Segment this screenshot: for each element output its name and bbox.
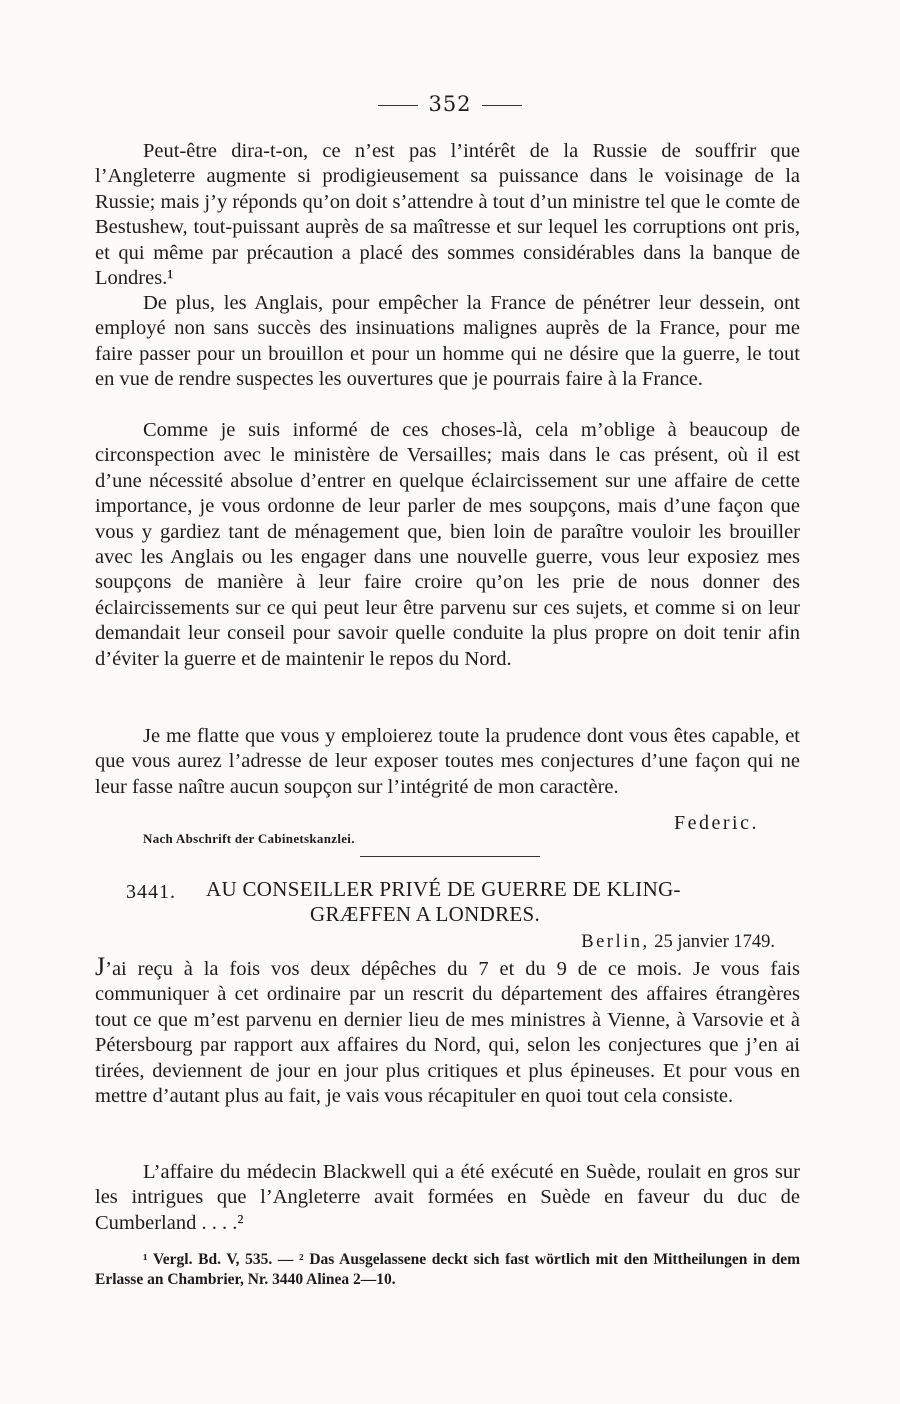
letter-paragraph-1 <box>95 952 800 1109</box>
date-city: Berlin, <box>581 932 650 952</box>
section-divider <box>360 856 540 857</box>
page-number: 352 <box>428 92 472 116</box>
header-dash-left <box>378 105 418 106</box>
signature: Federic. <box>674 812 759 834</box>
header-dash-right <box>482 105 522 106</box>
paragraph-1: Peut-être dira-t-on, ce n’est pas l’intérêt de la Russie de souffrir que l’Angleterre augmente si prodigieusement sa puissance dans le voisinage de la Russie; mais j’y réponds qu’on doit s’attendre à tout d’un ministre tel que le comte de Bestushew, tout-puissant auprès de sa maîtresse et sur lequel les corruptions ont pris, et qui même par précaution a placé des sommes considérables dans la banque de Londres.¹ <box>95 140 800 290</box>
dateline <box>480 932 775 953</box>
paragraph-4: Je me flatte que vous y emploierez toute la prudence dont vous êtes capable, et que vous aurez l’adresse de leur exposer toutes mes conjectures d’une façon qui ne leur fasse naître aucun soupçon sur l’intégrité de mon caractère. <box>95 725 800 798</box>
date-text: 25 janvier 1749. <box>649 932 775 952</box>
letter-number: 3441. <box>126 881 176 903</box>
letter-paragraph-2: L’affaire du médecin Blackwell qui a été exécuté en Suède, roulait en gros sur les intrigues que l’Angleterre avait formées en Suède en faveur du duc de Cumberland . . . .² <box>95 1161 800 1234</box>
letter-title-line-2: GRÆFFEN A LONDRES. <box>310 902 541 926</box>
paragraph-2: De plus, les Anglais, pour empêcher la France de pénétrer leur dessein, ont employé non sans succès des insinuations malignes auprès de la France, pour me faire passer pour un brouillon et pour un homme qui ne désire que la guerre, le tout en vue de rendre suspectes les ouvertures que je pourrais faire à la France. <box>95 292 800 391</box>
page-number-header <box>0 92 900 116</box>
source-note: Nach Abschrift der Cabinetskanzlei. <box>143 831 355 846</box>
footnotes: ¹ Vergl. Bd. V, 535. — ² Das Ausgelassene deckt sich fast wörtlich mit den Mittheilungen in dem Erlasse an Chambrier, Nr. 3440 Alinea 2—10. <box>95 1251 800 1288</box>
letter-title-line-1: AU CONSEILLER PRIVÉ DE GUERRE DE KLING- <box>206 877 681 901</box>
paragraph-3: Comme je suis informé de ces choses-là, cela m’oblige à beaucoup de circonspection avec le ministère de Versailles; mais dans le cas présent, où il est d’une nécessité absolue d’entrer en quelque éclaircissement sur une affaire de cette importance, je vous ordonne de leur parler de mes soupçons, mais d’une façon que vous y gardiez tant de ménagement que, bien loin de paraître vouloir les brouiller avec les Anglais ou les engager dans une nouvelle guerre, vous leur exposiez mes soupçons de manière à leur faire croire qu’on les prie de nous donner des éclaircissements sur ce qui peut leur être parvenu sur ces sujets, et comme si on leur demandait leur conseil pour savoir quelle conduite la plus propre on doit tenir afin d’éviter la guerre et de maintenir le repos du Nord. <box>95 419 800 670</box>
letter-paragraph-1-text: ’ai reçu à la fois vos deux dépêches du 7 et du 9 de ce mois. Je vous fais communiquer à cet ordinaire par un rescrit du département des affaires étrangères tout ce que m’est parvenu en dernier lieu de mes ministres à Vienne, à Varsovie et à Pétersbourg par rapport aux affaires du Nord, qui, selon les conjectures que j’en ai tirées, deviennent de jour en jour plus critiques et plus épineuses. Et pour vous en mettre d’autant plus au fait, je vais vous récapituler en quoi tout cela consiste. <box>95 958 800 1108</box>
dropcap: J <box>95 952 106 981</box>
